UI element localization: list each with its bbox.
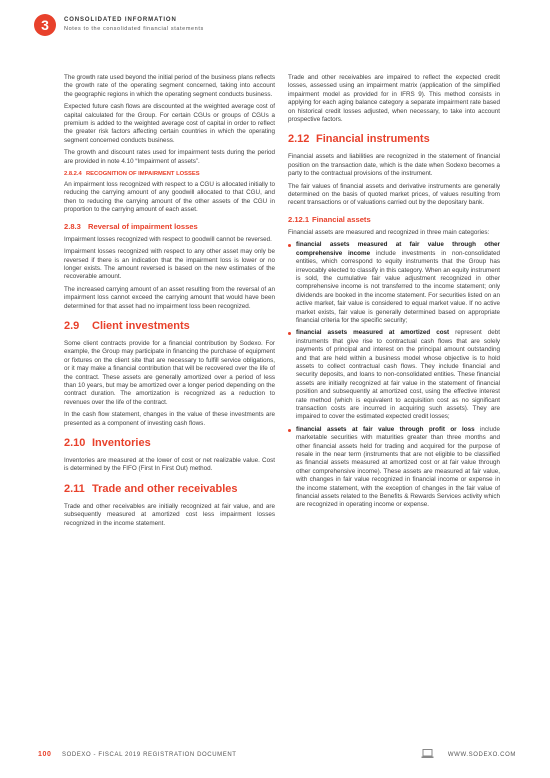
heading-2121 — [288, 215, 500, 224]
paragraph: Some client contracts provide for a financial contribution by Sodexo. For example, the Group may participate in financing the purchase of equipment or fixtures on the client site that are necessary to fulfill service obligations, or it may make a financial contribution that will be recovered over the life of the contract. These assets are generally amortized over a period of less than 10 years, but may be amortized over a longer period depending on the contract duration. The amortization is recognized as a reduction to revenues over the life of the contract. — [64, 339, 275, 406]
heading-number: 2.9 — [64, 319, 80, 332]
chapter-badge: 3 — [34, 14, 56, 36]
paragraph: The increased carrying amount of an asset resulting from the reversal of an impairment loss cannot exceed the carrying amount that would have been determined for that asset had no impairment loss been recognized. — [64, 285, 275, 310]
paragraph: Trade and other receivables are impaired to reflect the expected credit losses, assessed using an impairment matrix (application of the simplified impairment model as provided for in IFRS 9). This method consists in applying for each aging balance category a separate impairment rate based on historical credit losses adjusted, when necessary, to take into account prospective factors. — [288, 74, 500, 124]
heading-210 — [64, 437, 275, 450]
heading-text: Financial instruments — [316, 133, 430, 146]
heading-2824 — [64, 171, 275, 178]
document-title: SODEXO - FISCAL 2019 REGISTRATION DOCUMENT — [62, 752, 237, 758]
heading-text: Trade and other receivables — [92, 482, 238, 495]
website-link[interactable]: WWW.SODEXO.COM — [447, 752, 516, 758]
paragraph: Trade and other receivables are initially recognized at fair value, and are subsequently measured at amortized cost less impairment losses recognized in the income statement. — [64, 502, 275, 527]
heading-text: Financial assets — [312, 214, 371, 224]
heading-number: 2.12.1 — [288, 214, 310, 224]
paragraph: In the cash flow statement, changes in the value of these investments are presented as a component of investing cash flows. — [64, 411, 275, 427]
list-item — [288, 329, 500, 421]
heading-number: 2.8.3 — [64, 221, 81, 231]
right-column — [288, 74, 500, 514]
heading-29 — [64, 320, 275, 333]
asset-category-list — [288, 241, 500, 510]
list-item — [288, 426, 500, 510]
list-item-term: financial assets at fair value through profit or loss — [296, 425, 475, 433]
paragraph: An impairment loss recognized with respect to a CGU is allocated initially to reducing the carrying amount of any goodwill allocated to that CGU, and then to reducing the carrying amount of the other assets of the CGU in proportion to the carrying amount of each asset. — [64, 181, 275, 214]
heading-number: 2.11 — [64, 482, 85, 495]
paragraph: Financial assets are measured and recognized in three main categories: — [288, 228, 490, 236]
heading-text: RECOGNITION OF IMPAIRMENT LOSSES — [86, 171, 200, 178]
list-item-text: include marketable securities with maturities greater than three months and other financial assets held for trading and acquired for the purpose of resale in the near term (instruments that are not eligible to be classified as financial assets measured at amortized cost or at fair value through other comprehensive income). These assets are measured at fair value, with changes in fair value recognized in financial income or expense in the income statement, with the exception of changes in the fair value of financial assets related to the Benefits & Rewards Services activity which are recognized in operating income or expense. — [296, 425, 500, 509]
heading-212 — [288, 133, 500, 146]
list-item — [288, 241, 500, 325]
heading-text: Client investments — [92, 319, 190, 332]
paragraph: Expected future cash flows are discounted at the weighted average cost of capital calculated for the Group. For certain CGUs or groups of CGUs a premium is added to the weighted average cost of capital in order to reflect the greater risk factors affecting certain countries in which the operating segment concerned conducts business. — [64, 103, 275, 144]
heading-text: Inventories — [92, 437, 151, 449]
list-item-text: represent debt instruments that give rise to contractual cash flows that are solely payments of principal and interest on the principal amount outstanding and that are held within a business model whose objective is to hold assets to collect contractual cash flows. They include financial and security deposits, and loans to non-consolidated entities. These financial assets are initially recognized at fair value in the statement of financial position and subsequently at amortized cost, using the effective interest rate method (which is equivalent to acquisition cost as no significant transaction costs are incurred in acquiring such assets). They are impaired to cover the estimated expected credit losses; — [296, 329, 500, 421]
list-item-term: financial assets measured at fair value through other comprehensive income — [296, 241, 500, 257]
heading-text: Reversal of impairment losses — [88, 221, 198, 231]
paragraph: Inventories are measured at the lower of cost or net realizable value. Cost is determined by the FIFO (First In First Out) method. — [64, 457, 275, 473]
heading-number: 2.8.2.4 — [64, 171, 82, 178]
paragraph: Financial assets and liabilities are recognized in the statement of financial position on the transaction date, which is the date when Sodexo becomes a party to the contractual provisions of the instrument. — [288, 153, 500, 178]
page-footer — [34, 751, 516, 763]
left-column — [64, 74, 275, 532]
heading-number: 2.12 — [288, 133, 310, 146]
header-subtitle: Notes to the consolidated financial statements — [64, 26, 204, 32]
paragraph: The fair values of financial assets and derivative instruments are generally determined on the basis of quoted market prices, of values resulting from recent transactions or of valuations carried out by the depositary bank. — [288, 182, 500, 207]
heading-283 — [64, 222, 275, 231]
heading-211 — [64, 483, 275, 496]
paragraph: The growth rate used beyond the initial period of the business plans reflects the growth rate of the operating segment concerned, taking into account the geographic regions in which the operating segment conducts business. — [64, 74, 275, 98]
paragraph: Impairment losses recognized with respect to any other asset may only be reversed if there is an indication that the impairment loss is lower or no longer exists. The amount reversed is based on the new estimates of the recoverable amount. — [64, 248, 275, 281]
heading-number: 2.10 — [64, 437, 86, 449]
laptop-icon — [421, 749, 434, 759]
paragraph: Impairment losses recognized with respect to goodwill cannot be reversed. — [64, 235, 272, 243]
paragraph: The growth and discount rates used for impairment tests during the period are provided in note 4.10 “Impairment of assets”. — [64, 149, 275, 165]
list-item-term: financial assets measured at amortized cost — [296, 329, 450, 337]
page-number: 100 — [38, 751, 52, 758]
list-item-text: include investments in non-consolidated entities, which correspond to equity instruments that the Group has irrevocably elected to classify in this category. When an equity instrument is sold, the cumulative fair value adjustment recognized in other comprehensive income is not transferred to the income statement; only dividends are booked in the income statement. For securities listed on an active market, fair value is considered to equal market value. If no active market exists, fair value is generally determined based on appropriate financial criteria for the specific security; — [296, 249, 500, 324]
header-title: CONSOLIDATED INFORMATION — [64, 17, 177, 23]
